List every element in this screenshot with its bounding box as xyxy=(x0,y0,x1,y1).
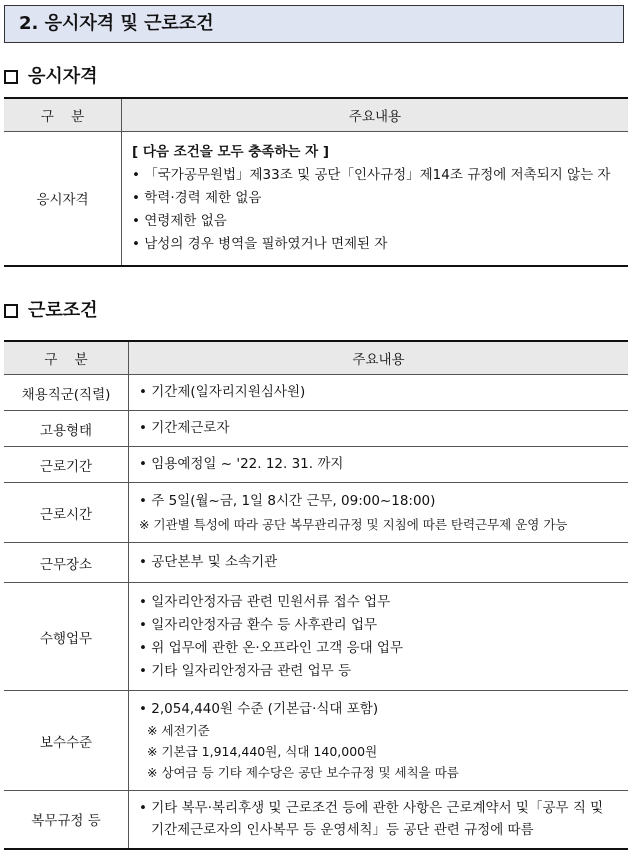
list-item: • 공단본부 및 소속기관 xyxy=(139,551,618,574)
list-item: • 「국가공무원법」제33조 및 공단「인사규정」제14조 규정에 저촉되지 않는 자 xyxy=(132,164,618,187)
row-label: 응시자격 xyxy=(4,132,122,266)
column-header-category: 구 분 xyxy=(4,341,129,375)
condition-header: [ 다음 조건을 모두 충족하는 자 ] xyxy=(132,143,330,160)
list-item: • 기타 복무·복리후생 및 근로조건 등에 관한 사항은 근로계약서 및「공무 직 및 기간제근로자의 인사복무 등 운영세칙」등 공단 관련 규정에 따름 xyxy=(139,797,618,841)
row-content xyxy=(129,691,629,791)
work-heading xyxy=(4,296,98,322)
table-row xyxy=(4,583,628,691)
list-item: • 학력·경력 제한 없음 xyxy=(132,187,618,210)
row-label: 고용형태 xyxy=(4,411,129,447)
table-row xyxy=(4,375,628,411)
row-label: 보수수준 xyxy=(4,691,129,791)
list-item: • 남성의 경우 병역을 필하였거나 면제된 자 xyxy=(132,233,618,256)
table-row xyxy=(4,411,628,447)
row-label: 수행업무 xyxy=(4,583,129,691)
column-header-category: 구 분 xyxy=(4,98,122,132)
row-content xyxy=(129,483,629,543)
table-row xyxy=(4,483,628,543)
list-item: • 기타 일자리안정자금 관련 업무 등 xyxy=(139,660,618,683)
qualification-table xyxy=(4,97,628,267)
list-item: • 주 5일(월~금, 1일 8시간 근무, 09:00~18:00) xyxy=(139,490,618,513)
note: ※ 기본급 1,914,440원, 식대 140,000원 xyxy=(147,743,378,759)
table-row xyxy=(4,132,628,266)
row-label: 복무규정 등 xyxy=(4,791,129,849)
list-item: • 연령제한 없음 xyxy=(132,210,618,233)
table-header-row xyxy=(4,98,628,132)
row-label: 채용직군(직렬) xyxy=(4,375,129,411)
work-heading-text: 근로조건 xyxy=(28,300,98,321)
row-label: 근로시간 xyxy=(4,483,129,543)
column-header-content: 주요내용 xyxy=(122,98,629,132)
table-row xyxy=(4,691,628,791)
work-conditions-table xyxy=(4,340,628,850)
table-header-row xyxy=(4,341,628,375)
row-content xyxy=(129,447,629,483)
row-content xyxy=(129,375,629,411)
table-row xyxy=(4,543,628,583)
list-item: • 위 업무에 관한 온·오프라인 고객 응대 업무 xyxy=(139,637,618,660)
qualification-heading-text: 응시자격 xyxy=(28,66,98,87)
checkbox-square-icon xyxy=(4,70,18,84)
list-item: • 임용예정일 ~ '22. 12. 31. 까지 xyxy=(139,453,618,476)
list-item: • 일자리안정자금 환수 등 사후관리 업무 xyxy=(139,614,618,637)
list-item: • 2,054,440원 수준 (기본급·식대 포함) xyxy=(139,699,618,720)
row-content xyxy=(129,543,629,583)
row-content xyxy=(129,411,629,447)
list-item: • 기간제(일자리지원심사원) xyxy=(139,381,618,404)
checkbox-square-icon xyxy=(4,304,18,318)
row-label: 근로기간 xyxy=(4,447,129,483)
row-content xyxy=(129,791,629,849)
list-item: • 일자리안정자금 관련 민원서류 접수 업무 xyxy=(139,591,618,614)
section-title: 2. 응시자격 및 근로조건 xyxy=(4,5,624,43)
row-content xyxy=(122,132,629,266)
table-row xyxy=(4,791,628,849)
qualification-heading xyxy=(4,62,98,88)
row-label: 근무장소 xyxy=(4,543,129,583)
row-content xyxy=(129,583,629,691)
list-item: • 기간제근로자 xyxy=(139,417,618,440)
column-header-content: 주요내용 xyxy=(129,341,629,375)
note: ※ 기관별 특성에 따라 공단 복무관리규정 및 지침에 따른 탄력근무제 운영 가능 xyxy=(139,516,568,532)
note: ※ 세전기준 xyxy=(147,722,210,738)
note: ※ 상여금 등 기타 제수당은 공단 보수규정 및 세칙을 따름 xyxy=(147,764,459,780)
table-row xyxy=(4,447,628,483)
